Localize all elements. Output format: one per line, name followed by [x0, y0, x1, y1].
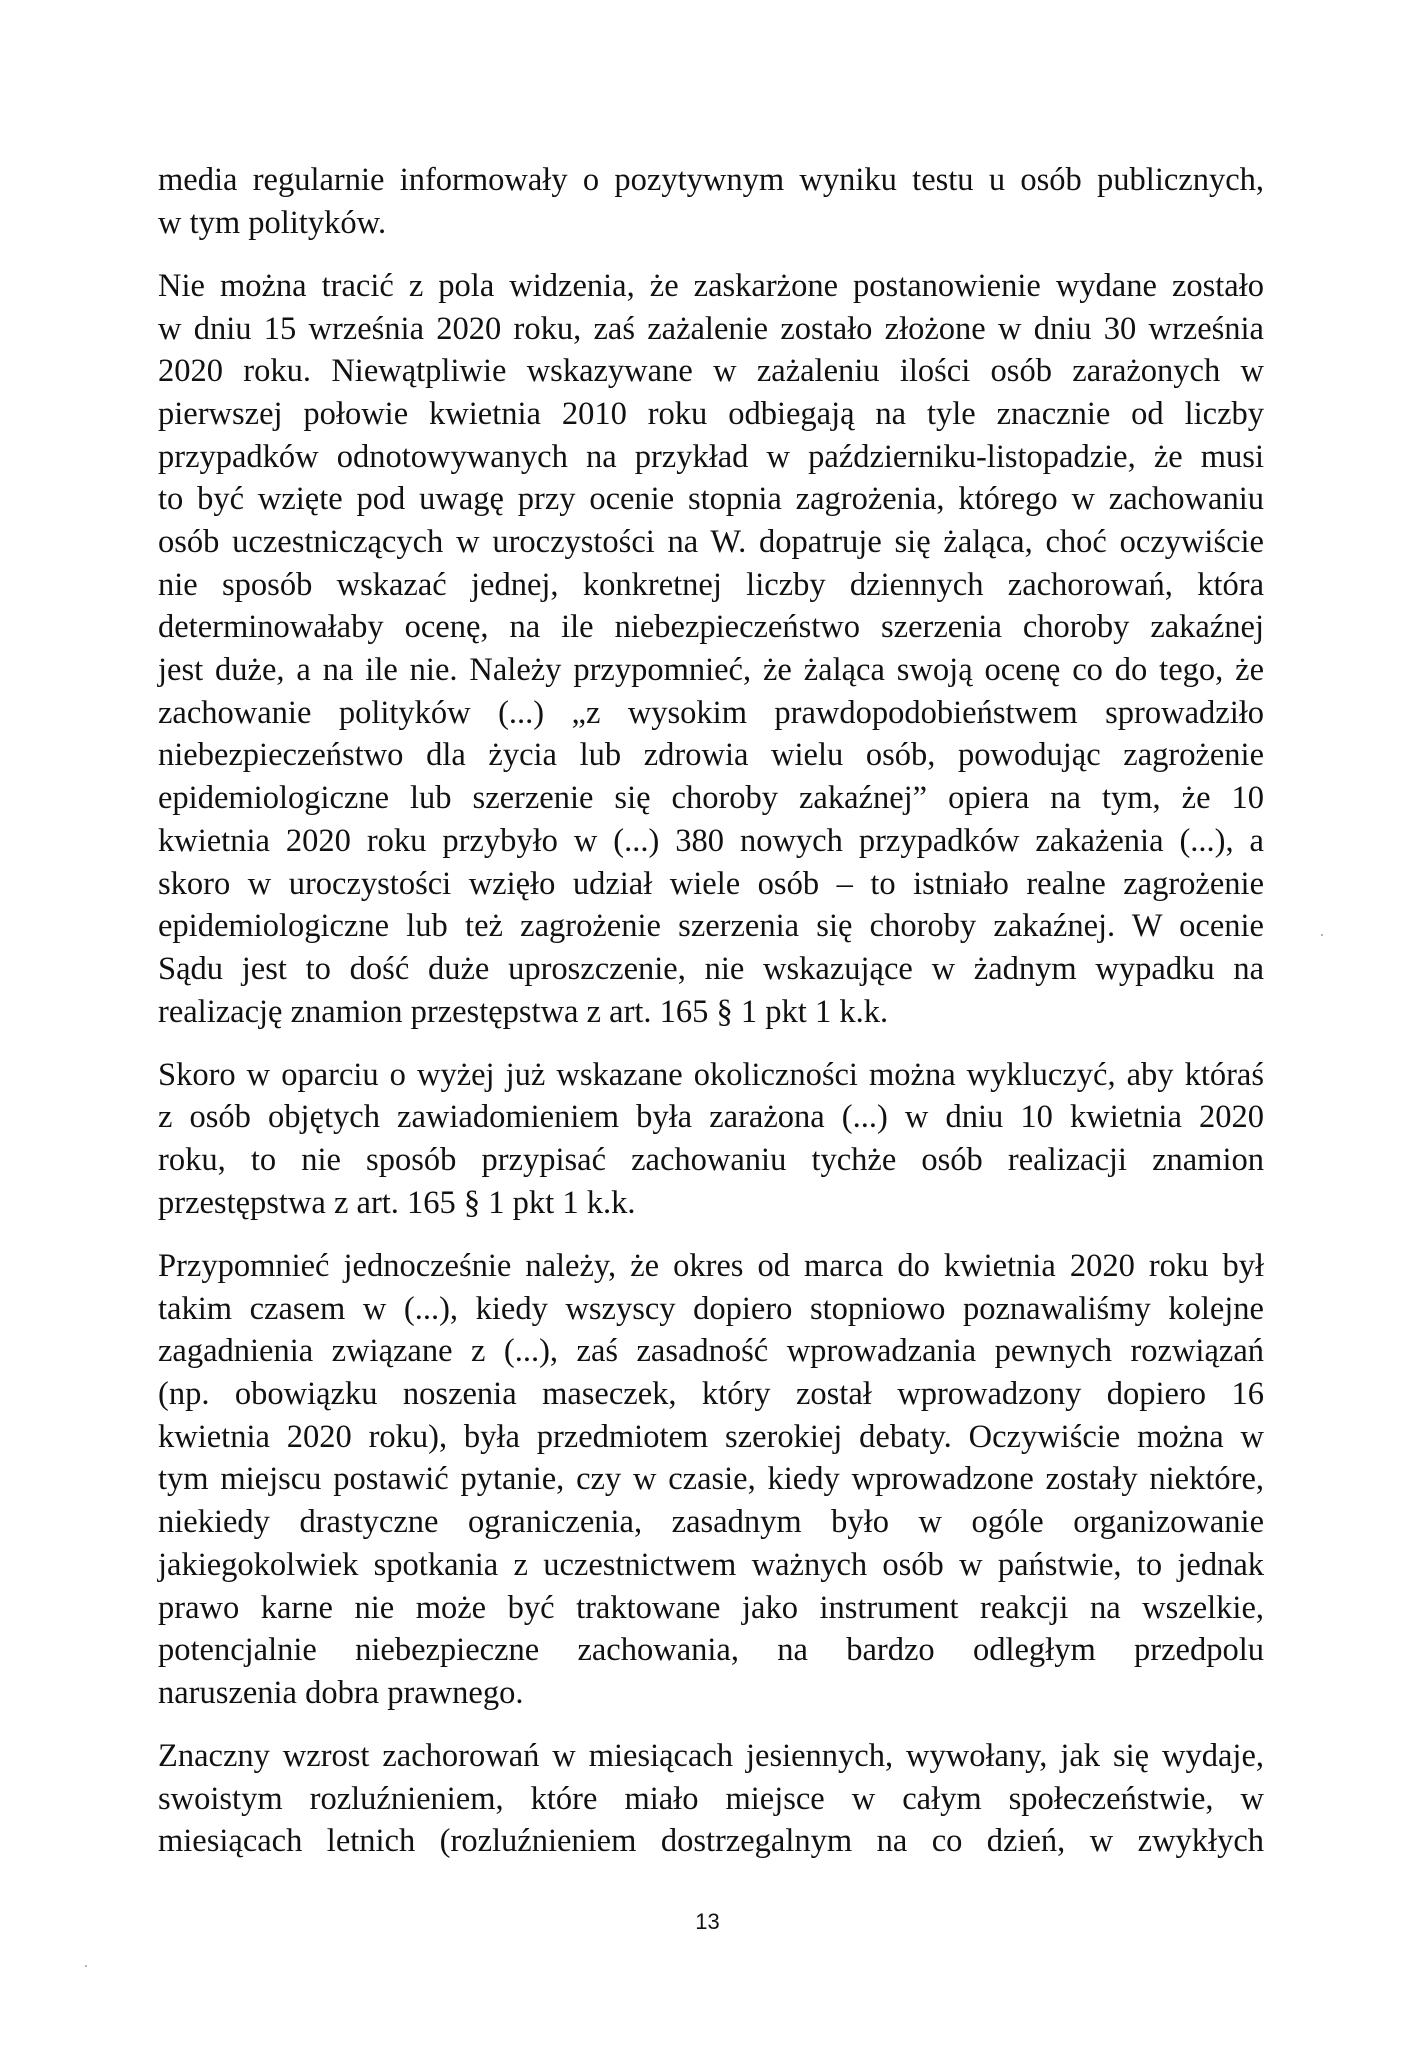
text-line: jest duże, a na ile nie. Należy przypomnieć, że żaląca swoją ocenę co do tego, że	[158, 652, 1264, 689]
paragraph	[158, 265, 1264, 1033]
text-line: zachowanie polityków (...) „z wysokim prawdopodobieństwem sprowadziło	[158, 694, 1264, 731]
text-line: niebezpieczeństwo dla życia lub zdrowia wielu osób, powodując zagrożenie	[158, 737, 1264, 774]
paragraph	[158, 1245, 1264, 1715]
text-line: Przypomnieć jednocześnie należy, że okres od marca do kwietnia 2020 roku był	[158, 1248, 1264, 1284]
text-line: kwietnia 2020 roku przybyło w (...) 380 nowych przypadków zakażenia (...), a	[158, 822, 1264, 859]
text-line: roku, to nie sposób przypisać zachowaniu tychże osób realizacji znamion	[158, 1142, 1264, 1179]
text-line: naruszenia dobra prawnego.	[158, 1674, 524, 1711]
paragraph	[158, 1054, 1264, 1225]
text-line: pierwszej połowie kwietnia 2010 roku odbiegają na tyle znacznie od liczby	[158, 395, 1264, 432]
text-line: tym miejscu postawić pytanie, czy w czasie, kiedy wprowadzone zostały niektóre,	[158, 1461, 1264, 1498]
text-line: niekiedy drastyczne ograniczenia, zasadnym było w ogóle organizowanie	[158, 1504, 1264, 1541]
text-line: prawo karne nie może być traktowane jako instrument reakcji na wszelkie,	[158, 1589, 1264, 1626]
paragraph	[158, 1735, 1264, 1863]
paragraph	[158, 159, 1264, 244]
text-line: przestępstwa z art. 165 § 1 pkt 1 k.k.	[158, 1184, 636, 1221]
text-line: osób uczestniczących w uroczystości na W. dopatruje się żaląca, choć oczywiście	[158, 524, 1264, 560]
text-line: Nie można tracić z pola widzenia, że zaskarżone postanowienie wydane zostało	[158, 267, 1264, 304]
text-line: determinowałaby ocenę, na ile niebezpieczeństwo szerzenia choroby zakaźnej	[158, 609, 1264, 646]
text-line: Skoro w oparciu o wyżej już wskazane okoliczności można wykluczyć, aby któraś	[158, 1056, 1264, 1093]
text-line: takim czasem w (...), kiedy wszyscy dopiero stopniowo poznawaliśmy kolejne	[158, 1290, 1264, 1327]
page-number: 13	[695, 1909, 720, 1934]
text-line: swoistym rozluźnieniem, które miało miejsce w całym społeczeństwie, w	[158, 1780, 1264, 1817]
text-line: zagadnienia związane z (...), zaś zasadność wprowadzania pewnych rozwiązań	[158, 1333, 1264, 1370]
document-body	[158, 159, 1264, 1884]
text-line: (np. obowiązku noszenia maseczek, który został wprowadzony dopiero 16	[158, 1376, 1264, 1413]
text-line: epidemiologiczne lub też zagrożenie szerzenia się choroby zakaźnej. W ocenie	[158, 908, 1264, 945]
scan-speck	[1321, 934, 1323, 936]
text-line: media regularnie informowały o pozytywnym wyniku testu u osób publicznych,	[158, 162, 1264, 198]
text-line: skoro w uroczystości wzięło udział wiele osób – to istniało realne zagrożenie	[158, 865, 1264, 902]
text-line: w dniu 15 września 2020 roku, zaś zażalenie zostało złożone w dniu 30 września	[158, 310, 1264, 347]
text-line: jakiegokolwiek spotkania z uczestnictwem ważnych osób w państwie, to jednak	[158, 1546, 1264, 1583]
text-line: w tym polityków.	[158, 204, 387, 241]
text-line: nie sposób wskazać jednej, konkretnej liczby dziennych zachorowań, która	[158, 566, 1264, 603]
text-line: z osób objętych zawiadomieniem była zarażona (...) w dniu 10 kwietnia 2020	[158, 1099, 1264, 1136]
text-line: epidemiologiczne lub szerzenie się choroby zakaźnej” opiera na tym, że 10	[158, 780, 1264, 817]
text-line: 2020 roku. Niewątpliwie wskazywane w zażaleniu ilości osób zarażonych w	[158, 353, 1264, 390]
text-line: Znaczny wzrost zachorowań w miesiącach jesiennych, wywołany, jak się wydaje,	[158, 1738, 1264, 1775]
text-line: przypadków odnotowywanych na przykład w październiku-listopadzie, że musi	[158, 438, 1264, 475]
text-line: to być wzięte pod uwagę przy ocenie stopnia zagrożenia, którego w zachowaniu	[158, 481, 1264, 518]
text-line: potencjalnie niebezpieczne zachowania, na bardzo odległym przedpolu	[158, 1632, 1264, 1669]
text-line: Sądu jest to dość duże uproszczenie, nie wskazujące w żadnym wypadku na	[158, 950, 1264, 987]
text-line: realizację znamion przestępstwa z art. 165 § 1 pkt 1 k.k.	[158, 993, 889, 1030]
text-line: miesiącach letnich (rozluźnieniem dostrzegalnym na co dzień, w zwykłych	[158, 1823, 1264, 1860]
text-line: kwietnia 2020 roku), była przedmiotem szerokiej debaty. Oczywiście można w	[158, 1418, 1264, 1455]
scan-speck	[85, 1965, 87, 1967]
